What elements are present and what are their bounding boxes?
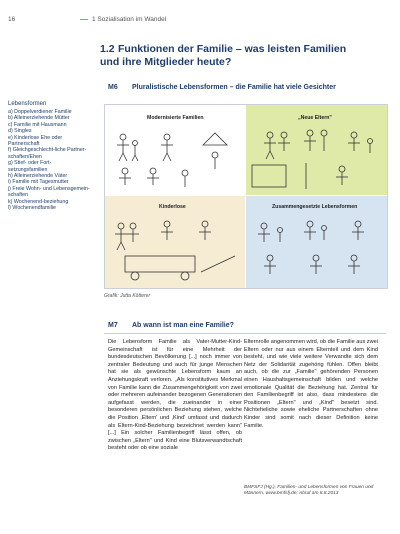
running-title: 1 Sozialisation im Wandel (92, 16, 167, 23)
m6-label: M6 (108, 84, 118, 91)
stick-figures-drawing (246, 105, 387, 195)
quadrant-composite-forms (246, 196, 387, 288)
legend-item: l) Wochenendfamilie (8, 205, 56, 212)
legend-list (8, 109, 90, 212)
body-text: Die Lebensform Familie als Vater-Mutter-Kind-Gemeinschaft ist für eine Mehrheit der bundesdeutschen Bevölkerung [...] noch immer von zentraler Bedeutung und auch für junge Menschen hat sie als gewünschte Lebensform kaum an Anziehungskraft verloren. „Als konstitutives Merkmal von Familie kann die Zusammengehörigkeit von zwei oder mehreren aufeinander bezogenen Generationen aufgefasst werden, die zueinander in einer besonderen persönlichen Beziehung stehen, welche die Position ‚Eltern' und ‚Kind' umfasst und dadurch als Eltern-Kind-Beziehung bezeichnet werden kann" [...] Ein solcher Familienbegriff lässt offen, ob zwischen „Eltern" und Kind eine Blutsverwandtschaft besteht oder ob eine soziale (108, 339, 242, 452)
legend-item: e) Kinderlose Ehe oder Partnerschaft (8, 134, 63, 148)
material-m6-heading (108, 84, 336, 91)
page-number: 16 (8, 16, 16, 23)
section-title: Funktionen der Familie – was leisten Familien und ihre Mitglieder heute? (100, 43, 347, 68)
stick-figures-drawing (246, 196, 387, 288)
legend-item: g) Stief- oder Fort-setzungsfamilien (8, 160, 52, 173)
quadrant-label: Kinderlose (159, 204, 186, 210)
figure-credit: Grafik: Jutta Kötterer (104, 293, 151, 299)
legend-item: c) Familie mit Hausmann (8, 121, 67, 128)
legend-item: d) Singles (8, 128, 32, 135)
legend-item: a) Doppelverdiener Familie (8, 109, 72, 115)
material-m7-heading (108, 322, 234, 329)
legend-item: b) Alleinerziehende Mütter (8, 115, 70, 122)
legend-item: j) Freie Wohn- und Lebensgemein-schaften (8, 185, 90, 199)
section-heading (100, 43, 360, 68)
quadrant-modernized-families (105, 105, 245, 195)
quadrant-childless (105, 196, 245, 288)
legend-item: i) Familie mit Tagesmutter (8, 179, 69, 186)
m7-label: M7 (108, 322, 118, 329)
header-divider (80, 19, 88, 20)
quadrant-label: „Neue Eltern" (298, 115, 332, 121)
legend-heading: Lebensformen (8, 101, 47, 107)
stick-figures-drawing (105, 196, 245, 288)
legend-item: h) Alleinerziehende Väter (8, 173, 68, 180)
stick-figures-drawing (105, 105, 245, 195)
quadrant-label: Modernisierte Familien (147, 115, 204, 121)
m6-title: Pluralistische Lebensformen – die Familie hat viele Gesichter (132, 84, 336, 91)
legend-item: k) Wochenend-beziehung (8, 198, 69, 205)
quadrant-new-parents (246, 105, 387, 195)
family-forms-illustration (104, 104, 388, 289)
text-column-left (108, 339, 242, 453)
section-number: 1.2 (100, 43, 115, 55)
m7-title: Ab wann ist man eine Familie? (132, 322, 234, 329)
quadrant-label: Zusammengesetzte Lebensformen (272, 204, 358, 210)
text-column-right (244, 339, 378, 430)
source-citation: BMFSFJ (Hg.), Familien- und Lebensformen von Frauen und Männern, www.bmfsfj.de; Abruf am 8.8.2013 (244, 485, 374, 496)
divider (104, 333, 386, 334)
legend-item: f) Gleichgeschlecht-liche Partner-schaften/Ehen (8, 147, 87, 160)
body-text: Elternrolle angenommen wird, ob die Familie aus zwei Eltern oder nur aus einem Elternteil und dem Kind besteht, und wie viele weitere Verwandte sich dem Netz der Solidarität zugehörig fühlen. Offen bleibt auch, ob die zur „Familie" gehörenden Personen einen Haushaltsgemeinschaft bilden und welche emotionale Qualität die Beziehung hat. Zentral für den Familienbegriff ist also, dass mindestens die Positionen „Eltern" und „Kind" besetzt sind. Nichteheliche sowie eheliche Partnerschaften ohne Kinder sind somit nach dieser Definition keine Familie. (244, 339, 379, 429)
